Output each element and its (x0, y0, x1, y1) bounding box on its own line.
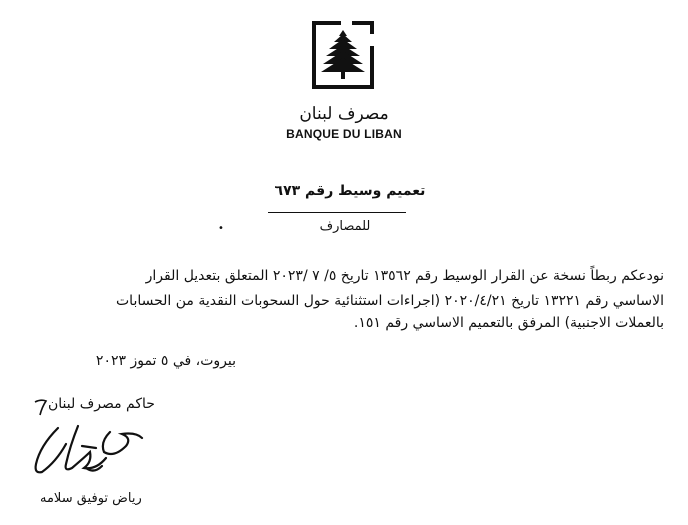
body-line-2: الاساسي رقم ١٣٢٢١ تاريخ ٢٠٢٠/٤/٢١ (اجراءات استثنائية حول السحوبات النقدية من الحسابات (116, 293, 664, 309)
recipient-line: للمصارف (319, 219, 371, 234)
handwritten-signature (26, 418, 156, 488)
bank-logo (311, 20, 375, 90)
handwritten-tick (34, 398, 48, 416)
circular-title: تعميم وسيط رقم ٦٧٣ (274, 183, 426, 199)
body-line-1: نودعكم ربطاً نسخة عن القرار الوسيط رقم ١٣٥٦٢ تاريخ ٥/ ٧ /٢٠٢٣ المتعلق بتعديل القرار (145, 268, 664, 284)
recipient-mark: • (218, 223, 224, 234)
date-line: بيروت، في ٥ تموز ٢٠٢٣ (95, 353, 236, 369)
title-divider (268, 212, 406, 213)
bank-name-arabic: مصرف لبنان (299, 104, 389, 124)
body-line-3: بالعملات الاجنبية) المرفق بالتعميم الاساسي رقم ١٥١. (353, 315, 664, 331)
bank-name-french: BANQUE DU LIBAN (286, 127, 402, 141)
cedar-icon (311, 20, 375, 90)
governor-name: رياض توفيق سلامه (40, 491, 142, 506)
governor-title: حاكم مصرف لبنان (48, 396, 155, 412)
